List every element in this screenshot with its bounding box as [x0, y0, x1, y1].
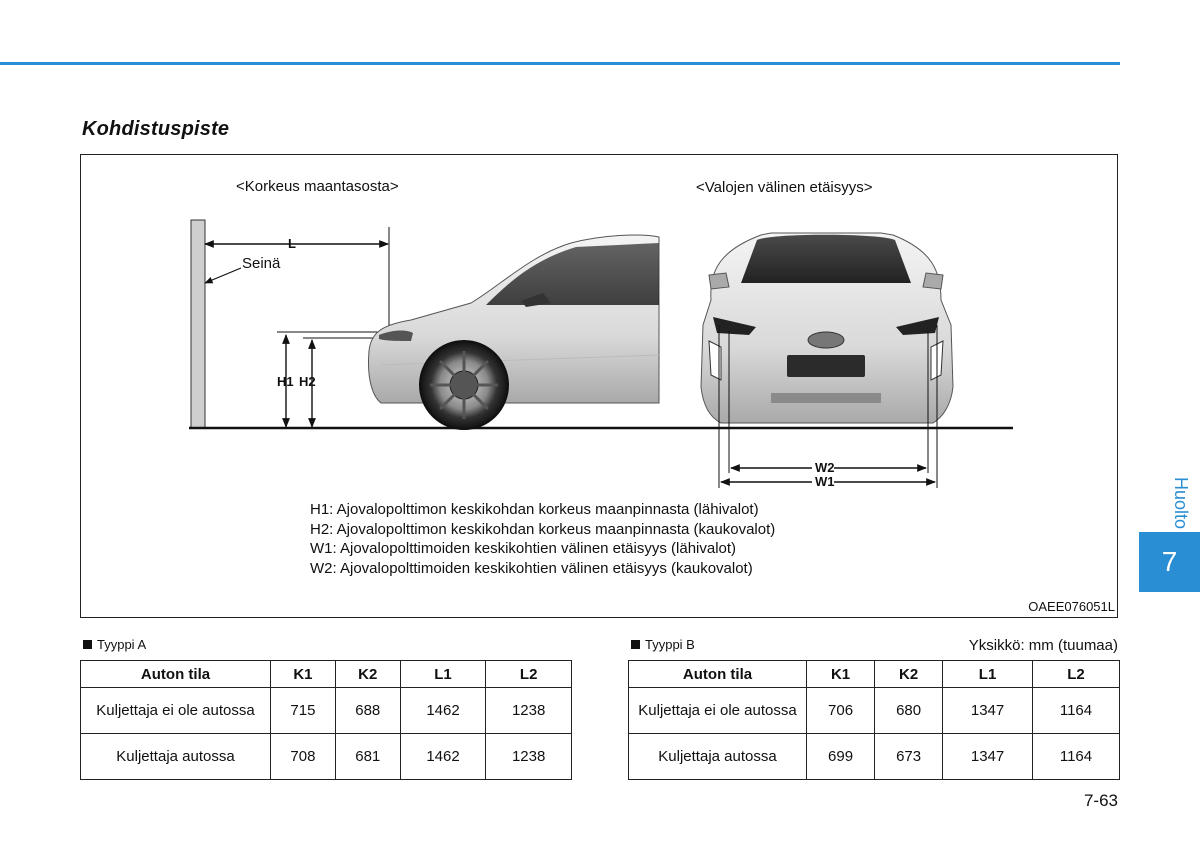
table-cell: 708 — [271, 734, 336, 780]
wall-pointer-arrow — [205, 268, 241, 283]
table-cell: 1164 — [1033, 734, 1120, 780]
table-cell: 1462 — [400, 734, 486, 780]
legend-item-H1: H1: Ajovalopolttimon keskikohdan korkeus maanpinnasta (lähivalot) — [310, 501, 759, 518]
label-W1: W1 — [815, 474, 835, 489]
table-cell: 1347 — [943, 688, 1033, 734]
table-cell: 706 — [807, 688, 875, 734]
table-cell: Kuljettaja autossa — [629, 734, 807, 780]
page-number: 7-63 — [1083, 791, 1118, 810]
table-row — [81, 688, 572, 734]
table-row — [629, 734, 1120, 780]
table-cell: 688 — [335, 688, 400, 734]
header-cell: L2 — [1033, 661, 1120, 688]
square-bullet-icon — [631, 640, 640, 649]
type-a-text: Tyyppi A — [97, 637, 147, 652]
label-W2: W2 — [815, 460, 835, 475]
table-cell: 680 — [875, 688, 943, 734]
header-cell: K1 — [271, 661, 336, 688]
table-cell: Kuljettaja autossa — [81, 734, 271, 780]
unit-label: Yksikkö: mm (tuumaa) — [968, 637, 1118, 654]
header-cell: K1 — [807, 661, 875, 688]
wall-label: Seinä — [242, 255, 281, 272]
type-b-label — [631, 637, 695, 652]
header-cell: L1 — [400, 661, 486, 688]
table-header-row — [81, 661, 572, 688]
header-cell: Auton tila — [629, 661, 807, 688]
header-rule — [0, 62, 1120, 65]
height-caption: <Korkeus maantasosta> — [236, 178, 399, 195]
table-header-row — [629, 661, 1120, 688]
distance-caption: <Valojen välinen etäisyys> — [696, 179, 873, 196]
header-cell: Auton tila — [81, 661, 271, 688]
table-cell: 1238 — [486, 734, 572, 780]
table-cell: 1238 — [486, 688, 572, 734]
table-row — [629, 688, 1120, 734]
table-cell: Kuljettaja ei ole autossa — [629, 688, 807, 734]
header-cell: K2 — [335, 661, 400, 688]
header-cell: L2 — [486, 661, 572, 688]
label-H1: H1 — [277, 374, 294, 389]
alignment-figure — [80, 154, 1118, 618]
table-cell: 699 — [807, 734, 875, 780]
table-cell: 715 — [271, 688, 336, 734]
header-cell: L1 — [943, 661, 1033, 688]
table-cell: 1462 — [400, 688, 486, 734]
header-cell: K2 — [875, 661, 943, 688]
type-a-label — [83, 637, 146, 652]
chapter-number-tab: 7 — [1139, 532, 1200, 592]
table-cell: Kuljettaja ei ole autossa — [81, 688, 271, 734]
table-row — [81, 734, 572, 780]
figure-legend — [310, 500, 775, 578]
legend-item-H2: H2: Ajovalopolttimon keskikohdan korkeus maanpinnasta (kaukovalot) — [310, 520, 776, 538]
figure-code: OAEE076051L — [1028, 599, 1115, 614]
chapter-tab-label: Huolto — [1171, 476, 1191, 530]
legend-item-W1: W1: Ajovalopolttimoiden keskikohtien välinen etäisyys (lähivalot) — [310, 540, 737, 557]
wall-shape — [191, 220, 205, 428]
type-b-text: Tyyppi B — [645, 637, 695, 652]
table-cell: 1164 — [1033, 688, 1120, 734]
car-side-view — [369, 235, 660, 429]
label-H2: H2 — [299, 374, 316, 389]
square-bullet-icon — [83, 640, 92, 649]
table-cell: 681 — [335, 734, 400, 780]
legend-item-W2: W2: Ajovalopolttimoiden keskikohtien välinen etäisyys (kaukovalot) — [310, 559, 753, 577]
table-type-a — [80, 660, 572, 780]
section-title: Kohdistuspiste — [82, 118, 230, 140]
table-cell: 1347 — [943, 734, 1033, 780]
label-L: L — [288, 236, 296, 251]
car-front-view — [701, 233, 953, 423]
table-cell: 673 — [875, 734, 943, 780]
table-type-b — [628, 660, 1120, 780]
